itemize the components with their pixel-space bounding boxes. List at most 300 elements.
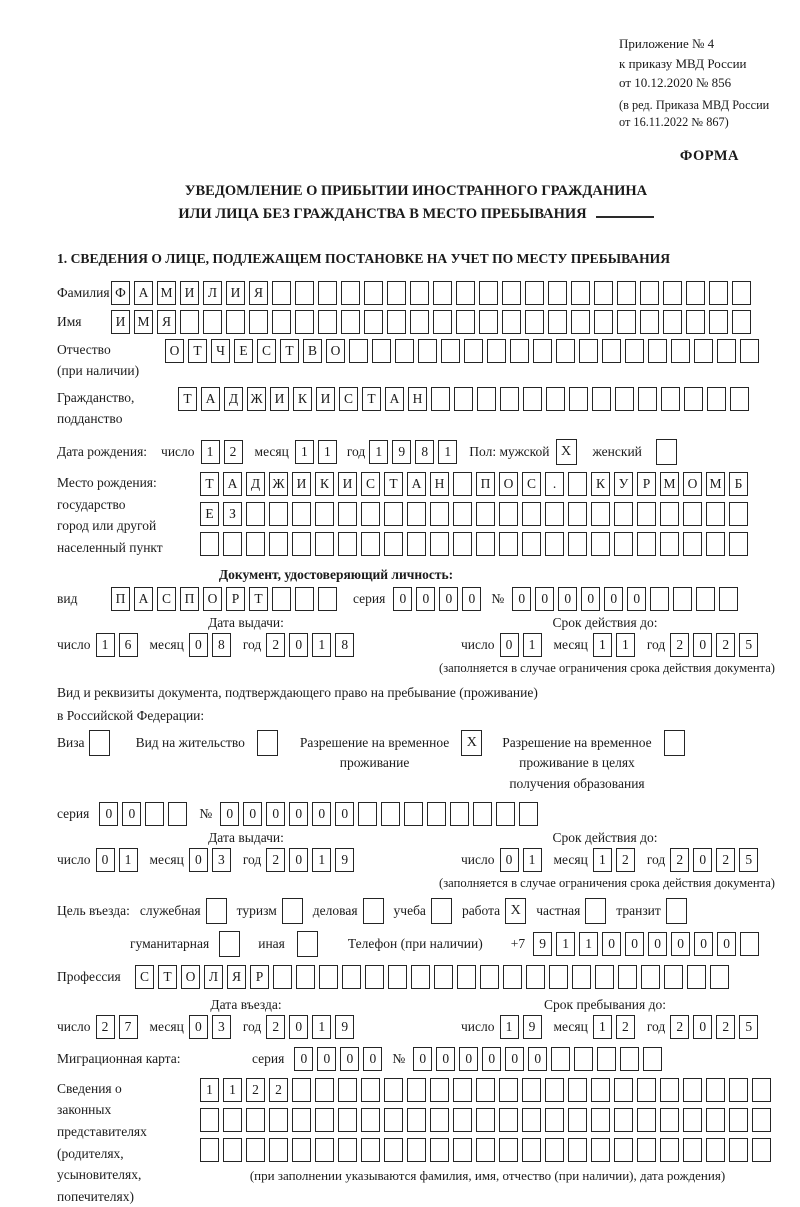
char-cell[interactable]: 1	[438, 440, 457, 464]
char-cell[interactable]	[664, 965, 683, 989]
char-cell[interactable]: 1	[312, 633, 331, 657]
char-cell[interactable]: 0	[558, 587, 577, 611]
char-cell[interactable]: 1	[295, 440, 314, 464]
char-cell[interactable]	[487, 339, 506, 363]
char-cell[interactable]	[568, 1078, 587, 1102]
char-cell[interactable]	[510, 339, 529, 363]
char-cell[interactable]	[407, 1138, 426, 1162]
char-cell[interactable]	[545, 1078, 564, 1102]
char-cell[interactable]: С	[135, 965, 154, 989]
char-cell[interactable]	[476, 1078, 495, 1102]
char-cell[interactable]: 0	[289, 848, 308, 872]
char-cell[interactable]	[602, 339, 621, 363]
char-cell[interactable]: 0	[317, 1047, 336, 1071]
char-cell[interactable]	[752, 1138, 771, 1162]
char-cell[interactable]	[295, 281, 314, 305]
char-cell[interactable]: Н	[408, 387, 427, 411]
char-cell[interactable]	[388, 965, 407, 989]
char-cell[interactable]	[569, 387, 588, 411]
char-cell[interactable]	[180, 310, 199, 334]
char-cell[interactable]	[660, 1138, 679, 1162]
char-cell[interactable]	[545, 502, 564, 526]
purpose-tourism-checkbox[interactable]	[282, 898, 303, 924]
char-cell[interactable]: 0	[312, 802, 331, 826]
char-cell[interactable]: О	[326, 339, 345, 363]
sex-male-checkbox[interactable]: X	[556, 439, 577, 465]
char-cell[interactable]: 0	[671, 932, 690, 956]
char-cell[interactable]: 0	[289, 802, 308, 826]
char-cell[interactable]	[145, 802, 164, 826]
char-cell[interactable]	[456, 310, 475, 334]
char-cell[interactable]	[477, 387, 496, 411]
char-cell[interactable]	[597, 1047, 616, 1071]
char-cell[interactable]: 0	[693, 633, 712, 657]
char-cell[interactable]	[595, 965, 614, 989]
char-cell[interactable]: Я	[157, 310, 176, 334]
char-cell[interactable]: Р	[250, 965, 269, 989]
char-cell[interactable]	[614, 502, 633, 526]
char-cell[interactable]	[384, 502, 403, 526]
char-cell[interactable]	[684, 387, 703, 411]
char-cell[interactable]	[269, 532, 288, 556]
char-cell[interactable]: Ф	[111, 281, 130, 305]
char-cell[interactable]	[732, 281, 751, 305]
char-cell[interactable]	[433, 310, 452, 334]
char-cell[interactable]: Ж	[247, 387, 266, 411]
char-cell[interactable]	[476, 502, 495, 526]
char-cell[interactable]: 9	[335, 1015, 354, 1039]
char-cell[interactable]: С	[361, 472, 380, 496]
char-cell[interactable]: 0	[294, 1047, 313, 1071]
char-cell[interactable]	[361, 1108, 380, 1132]
char-cell[interactable]	[318, 310, 337, 334]
char-cell[interactable]	[637, 502, 656, 526]
sex-female-checkbox[interactable]	[656, 439, 677, 465]
char-cell[interactable]: .	[545, 472, 564, 496]
char-cell[interactable]: 1	[223, 1078, 242, 1102]
char-cell[interactable]: С	[257, 339, 276, 363]
char-cell[interactable]: О	[203, 587, 222, 611]
char-cell[interactable]	[637, 1108, 656, 1132]
char-cell[interactable]	[453, 532, 472, 556]
char-cell[interactable]	[338, 502, 357, 526]
char-cell[interactable]: И	[180, 281, 199, 305]
char-cell[interactable]	[719, 587, 738, 611]
char-cell[interactable]: 0	[648, 932, 667, 956]
char-cell[interactable]: 0	[500, 848, 519, 872]
char-cell[interactable]	[410, 281, 429, 305]
char-cell[interactable]: 2	[224, 440, 243, 464]
char-cell[interactable]	[591, 532, 610, 556]
char-cell[interactable]: З	[223, 502, 242, 526]
char-cell[interactable]	[525, 281, 544, 305]
char-cell[interactable]	[407, 1078, 426, 1102]
char-cell[interactable]: С	[522, 472, 541, 496]
char-cell[interactable]: 0	[500, 633, 519, 657]
char-cell[interactable]	[318, 281, 337, 305]
char-cell[interactable]: У	[614, 472, 633, 496]
char-cell[interactable]: 2	[246, 1078, 265, 1102]
char-cell[interactable]	[427, 802, 446, 826]
char-cell[interactable]: А	[134, 281, 153, 305]
char-cell[interactable]: 2	[616, 848, 635, 872]
char-cell[interactable]	[617, 310, 636, 334]
char-cell[interactable]	[574, 1047, 593, 1071]
char-cell[interactable]: Ж	[269, 472, 288, 496]
char-cell[interactable]	[522, 502, 541, 526]
char-cell[interactable]: Л	[204, 965, 223, 989]
char-cell[interactable]: И	[226, 281, 245, 305]
char-cell[interactable]	[453, 1138, 472, 1162]
char-cell[interactable]	[729, 1078, 748, 1102]
char-cell[interactable]	[387, 281, 406, 305]
char-cell[interactable]	[740, 339, 759, 363]
char-cell[interactable]: 0	[220, 802, 239, 826]
char-cell[interactable]	[717, 339, 736, 363]
char-cell[interactable]: А	[385, 387, 404, 411]
char-cell[interactable]	[372, 339, 391, 363]
char-cell[interactable]: 0	[439, 587, 458, 611]
char-cell[interactable]: 0	[189, 633, 208, 657]
char-cell[interactable]	[671, 339, 690, 363]
char-cell[interactable]	[430, 1138, 449, 1162]
char-cell[interactable]: 0	[413, 1047, 432, 1071]
char-cell[interactable]	[319, 965, 338, 989]
char-cell[interactable]: 2	[670, 1015, 689, 1039]
char-cell[interactable]	[395, 339, 414, 363]
char-cell[interactable]	[479, 281, 498, 305]
char-cell[interactable]: 0	[528, 1047, 547, 1071]
char-cell[interactable]	[269, 502, 288, 526]
char-cell[interactable]: 1	[369, 440, 388, 464]
char-cell[interactable]: 0	[289, 633, 308, 657]
char-cell[interactable]	[384, 1138, 403, 1162]
char-cell[interactable]	[431, 387, 450, 411]
char-cell[interactable]: Р	[226, 587, 245, 611]
char-cell[interactable]	[273, 965, 292, 989]
char-cell[interactable]: О	[181, 965, 200, 989]
char-cell[interactable]	[522, 1138, 541, 1162]
char-cell[interactable]: 8	[212, 633, 231, 657]
char-cell[interactable]	[643, 1047, 662, 1071]
char-cell[interactable]: М	[660, 472, 679, 496]
char-cell[interactable]	[295, 310, 314, 334]
char-cell[interactable]: 0	[604, 587, 623, 611]
char-cell[interactable]	[476, 1138, 495, 1162]
char-cell[interactable]	[660, 502, 679, 526]
char-cell[interactable]	[617, 281, 636, 305]
char-cell[interactable]: Я	[249, 281, 268, 305]
char-cell[interactable]: 2	[266, 1015, 285, 1039]
char-cell[interactable]: 5	[739, 848, 758, 872]
char-cell[interactable]: П	[111, 587, 130, 611]
char-cell[interactable]: 0	[393, 587, 412, 611]
char-cell[interactable]	[269, 1108, 288, 1132]
char-cell[interactable]	[292, 1138, 311, 1162]
char-cell[interactable]	[496, 802, 515, 826]
char-cell[interactable]: 1	[201, 440, 220, 464]
char-cell[interactable]	[407, 1108, 426, 1132]
char-cell[interactable]: И	[111, 310, 130, 334]
char-cell[interactable]: 1	[523, 848, 542, 872]
char-cell[interactable]	[548, 310, 567, 334]
char-cell[interactable]: Т	[384, 472, 403, 496]
char-cell[interactable]: 0	[122, 802, 141, 826]
char-cell[interactable]	[410, 310, 429, 334]
char-cell[interactable]	[571, 281, 590, 305]
char-cell[interactable]: 1	[579, 932, 598, 956]
purpose-humanitarian-checkbox[interactable]	[219, 931, 240, 957]
option-visa-checkbox[interactable]	[89, 730, 110, 756]
char-cell[interactable]	[648, 339, 667, 363]
char-cell[interactable]: Ч	[211, 339, 230, 363]
char-cell[interactable]	[338, 1138, 357, 1162]
char-cell[interactable]	[272, 281, 291, 305]
char-cell[interactable]	[637, 1078, 656, 1102]
char-cell[interactable]	[315, 1078, 334, 1102]
char-cell[interactable]	[709, 310, 728, 334]
char-cell[interactable]	[660, 1108, 679, 1132]
char-cell[interactable]	[522, 1108, 541, 1132]
char-cell[interactable]: Я	[227, 965, 246, 989]
option-residence-permit-checkbox[interactable]	[257, 730, 278, 756]
char-cell[interactable]	[729, 532, 748, 556]
char-cell[interactable]: 0	[266, 802, 285, 826]
char-cell[interactable]	[384, 532, 403, 556]
char-cell[interactable]: О	[683, 472, 702, 496]
char-cell[interactable]: 2	[716, 633, 735, 657]
char-cell[interactable]	[272, 587, 291, 611]
char-cell[interactable]	[752, 1078, 771, 1102]
char-cell[interactable]: 8	[335, 633, 354, 657]
purpose-business-checkbox[interactable]	[363, 898, 384, 924]
char-cell[interactable]	[246, 1108, 265, 1132]
char-cell[interactable]	[709, 281, 728, 305]
char-cell[interactable]: 1	[556, 932, 575, 956]
char-cell[interactable]	[381, 802, 400, 826]
char-cell[interactable]: 0	[512, 587, 531, 611]
char-cell[interactable]: 0	[505, 1047, 524, 1071]
char-cell[interactable]	[168, 802, 187, 826]
char-cell[interactable]: В	[303, 339, 322, 363]
char-cell[interactable]: 0	[482, 1047, 501, 1071]
char-cell[interactable]: 7	[119, 1015, 138, 1039]
char-cell[interactable]	[707, 387, 726, 411]
char-cell[interactable]	[364, 310, 383, 334]
char-cell[interactable]	[683, 1138, 702, 1162]
char-cell[interactable]	[752, 1108, 771, 1132]
char-cell[interactable]	[200, 1108, 219, 1132]
char-cell[interactable]	[683, 502, 702, 526]
char-cell[interactable]	[318, 587, 337, 611]
char-cell[interactable]: 1	[500, 1015, 519, 1039]
purpose-transit-checkbox[interactable]	[666, 898, 687, 924]
char-cell[interactable]	[315, 532, 334, 556]
char-cell[interactable]: А	[201, 387, 220, 411]
char-cell[interactable]	[361, 1078, 380, 1102]
char-cell[interactable]	[591, 502, 610, 526]
char-cell[interactable]	[226, 310, 245, 334]
char-cell[interactable]	[650, 587, 669, 611]
char-cell[interactable]: Д	[224, 387, 243, 411]
char-cell[interactable]	[480, 965, 499, 989]
char-cell[interactable]	[361, 1138, 380, 1162]
char-cell[interactable]: Е	[200, 502, 219, 526]
char-cell[interactable]: И	[292, 472, 311, 496]
char-cell[interactable]	[620, 1047, 639, 1071]
char-cell[interactable]	[404, 802, 423, 826]
char-cell[interactable]: 0	[693, 848, 712, 872]
char-cell[interactable]: И	[338, 472, 357, 496]
char-cell[interactable]	[614, 532, 633, 556]
char-cell[interactable]	[592, 387, 611, 411]
char-cell[interactable]	[710, 965, 729, 989]
char-cell[interactable]: 2	[269, 1078, 288, 1102]
char-cell[interactable]	[615, 387, 634, 411]
char-cell[interactable]: М	[134, 310, 153, 334]
char-cell[interactable]	[572, 965, 591, 989]
char-cell[interactable]	[361, 502, 380, 526]
char-cell[interactable]: К	[315, 472, 334, 496]
char-cell[interactable]	[522, 532, 541, 556]
char-cell[interactable]: 1	[96, 633, 115, 657]
char-cell[interactable]: 0	[99, 802, 118, 826]
char-cell[interactable]	[464, 339, 483, 363]
char-cell[interactable]: 9	[335, 848, 354, 872]
char-cell[interactable]: 8	[415, 440, 434, 464]
char-cell[interactable]: 2	[670, 848, 689, 872]
char-cell[interactable]: М	[706, 472, 725, 496]
char-cell[interactable]: К	[591, 472, 610, 496]
char-cell[interactable]	[292, 502, 311, 526]
char-cell[interactable]	[568, 472, 587, 496]
char-cell[interactable]: М	[157, 281, 176, 305]
char-cell[interactable]	[579, 339, 598, 363]
char-cell[interactable]	[434, 965, 453, 989]
char-cell[interactable]: 0	[96, 848, 115, 872]
char-cell[interactable]: 0	[693, 1015, 712, 1039]
char-cell[interactable]: 5	[739, 1015, 758, 1039]
purpose-private-checkbox[interactable]	[585, 898, 606, 924]
char-cell[interactable]: 1	[593, 1015, 612, 1039]
char-cell[interactable]: Д	[246, 472, 265, 496]
char-cell[interactable]	[418, 339, 437, 363]
char-cell[interactable]: Е	[234, 339, 253, 363]
char-cell[interactable]	[499, 532, 518, 556]
char-cell[interactable]	[591, 1078, 610, 1102]
char-cell[interactable]: 1	[318, 440, 337, 464]
char-cell[interactable]	[640, 310, 659, 334]
char-cell[interactable]	[430, 502, 449, 526]
char-cell[interactable]	[663, 310, 682, 334]
char-cell[interactable]: Т	[158, 965, 177, 989]
char-cell[interactable]	[503, 965, 522, 989]
char-cell[interactable]	[430, 532, 449, 556]
char-cell[interactable]	[683, 1078, 702, 1102]
char-cell[interactable]: Т	[362, 387, 381, 411]
char-cell[interactable]: 0	[462, 587, 481, 611]
char-cell[interactable]	[453, 502, 472, 526]
char-cell[interactable]	[272, 310, 291, 334]
char-cell[interactable]	[568, 1138, 587, 1162]
char-cell[interactable]	[526, 965, 545, 989]
char-cell[interactable]	[476, 532, 495, 556]
char-cell[interactable]	[663, 281, 682, 305]
char-cell[interactable]	[407, 502, 426, 526]
char-cell[interactable]	[338, 1108, 357, 1132]
char-cell[interactable]	[499, 502, 518, 526]
char-cell[interactable]	[548, 281, 567, 305]
char-cell[interactable]	[706, 1138, 725, 1162]
char-cell[interactable]: 2	[266, 633, 285, 657]
char-cell[interactable]: Р	[637, 472, 656, 496]
char-cell[interactable]	[349, 339, 368, 363]
char-cell[interactable]	[269, 1138, 288, 1162]
char-cell[interactable]	[450, 802, 469, 826]
char-cell[interactable]	[200, 532, 219, 556]
char-cell[interactable]	[706, 1108, 725, 1132]
char-cell[interactable]	[545, 532, 564, 556]
char-cell[interactable]: 3	[212, 848, 231, 872]
char-cell[interactable]: 2	[670, 633, 689, 657]
char-cell[interactable]	[341, 310, 360, 334]
char-cell[interactable]	[456, 281, 475, 305]
char-cell[interactable]	[441, 339, 460, 363]
char-cell[interactable]	[502, 310, 521, 334]
char-cell[interactable]	[361, 532, 380, 556]
char-cell[interactable]	[618, 965, 637, 989]
char-cell[interactable]	[223, 1108, 242, 1132]
char-cell[interactable]: А	[134, 587, 153, 611]
char-cell[interactable]: Т	[178, 387, 197, 411]
char-cell[interactable]	[292, 532, 311, 556]
char-cell[interactable]: 1	[593, 633, 612, 657]
char-cell[interactable]: 0	[363, 1047, 382, 1071]
char-cell[interactable]	[387, 310, 406, 334]
char-cell[interactable]	[640, 281, 659, 305]
char-cell[interactable]: 0	[335, 802, 354, 826]
char-cell[interactable]: 0	[416, 587, 435, 611]
char-cell[interactable]: 9	[523, 1015, 542, 1039]
char-cell[interactable]: Т	[200, 472, 219, 496]
char-cell[interactable]	[571, 310, 590, 334]
char-cell[interactable]	[519, 802, 538, 826]
char-cell[interactable]	[430, 1108, 449, 1132]
char-cell[interactable]: И	[270, 387, 289, 411]
char-cell[interactable]	[338, 1078, 357, 1102]
char-cell[interactable]	[453, 1078, 472, 1102]
char-cell[interactable]	[568, 532, 587, 556]
char-cell[interactable]	[457, 965, 476, 989]
char-cell[interactable]	[683, 1108, 702, 1132]
char-cell[interactable]: Т	[188, 339, 207, 363]
char-cell[interactable]	[591, 1138, 610, 1162]
char-cell[interactable]	[223, 1138, 242, 1162]
char-cell[interactable]	[338, 532, 357, 556]
char-cell[interactable]	[223, 532, 242, 556]
char-cell[interactable]	[365, 965, 384, 989]
char-cell[interactable]	[591, 1108, 610, 1132]
char-cell[interactable]	[246, 1138, 265, 1162]
char-cell[interactable]	[499, 1138, 518, 1162]
char-cell[interactable]	[246, 502, 265, 526]
char-cell[interactable]: П	[476, 472, 495, 496]
char-cell[interactable]	[594, 281, 613, 305]
char-cell[interactable]: С	[339, 387, 358, 411]
char-cell[interactable]: 1	[593, 848, 612, 872]
char-cell[interactable]	[660, 532, 679, 556]
char-cell[interactable]	[545, 1108, 564, 1132]
